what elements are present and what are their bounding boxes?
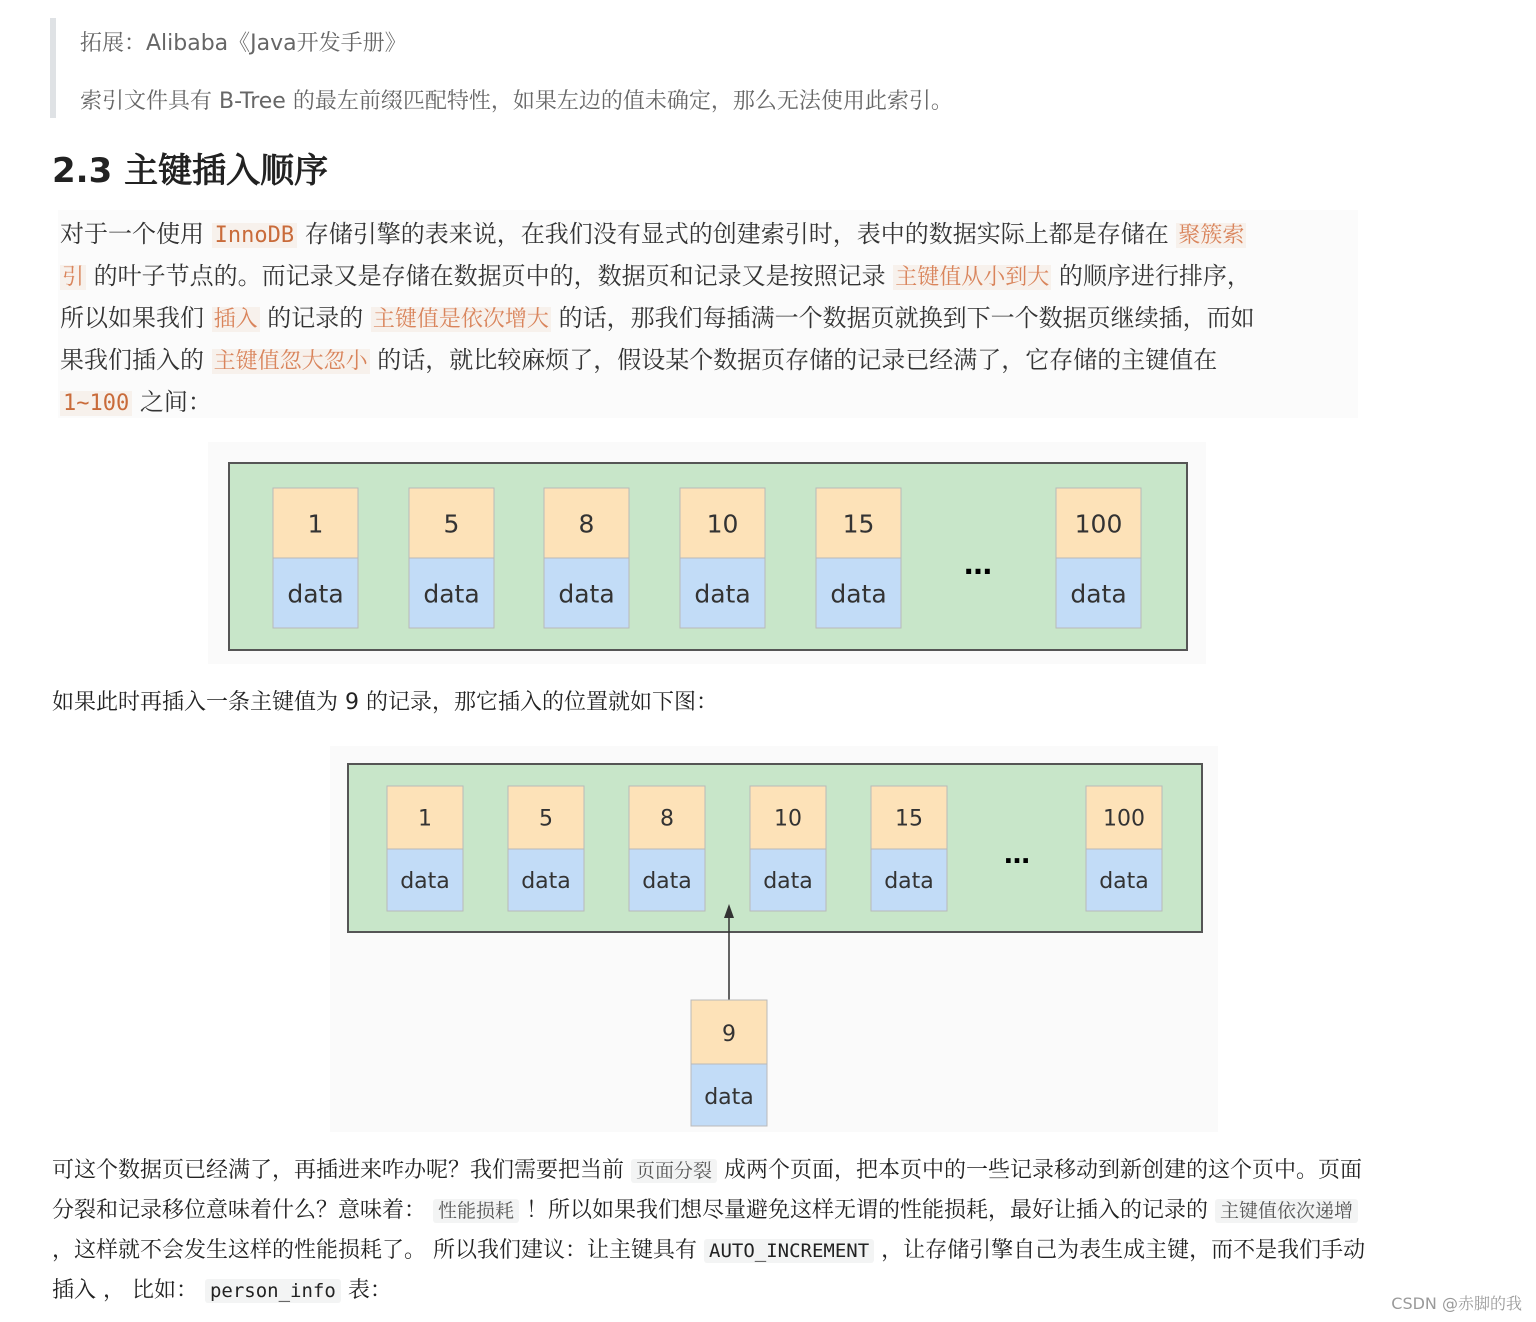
figure-1-svg xyxy=(208,442,1206,664)
figure-full-page xyxy=(208,442,1206,664)
intro-line-2: 引 的叶子节点的。而记录又是存储在数据页中的，数据页和记录又是按照记录 主键值从小到大 的顺序进行排序， xyxy=(62,262,1251,290)
inline-code: AUTO_INCREMENT xyxy=(704,1239,874,1263)
intro-line-4: 果我们插入的 主键值忽大忽小 的话，就比较麻烦了，假设某个数据页存储的记录已经满了，它存储的主键值在 xyxy=(60,346,1218,374)
outro-line-1: 可这个数据页已经满了，再插进来咋办呢？我们需要把当前 页面分裂 成两个页面，把本页中的一些记录移动到新创建的这个页中。页面 xyxy=(52,1158,1363,1183)
key-label: 1 xyxy=(418,806,432,832)
data-label: data xyxy=(423,579,480,609)
key-label: 8 xyxy=(660,806,674,832)
section-heading: 2.3 主键插入顺序 xyxy=(52,151,329,191)
key-label: 10 xyxy=(706,509,739,539)
data-label: data xyxy=(884,869,934,895)
data-label: data xyxy=(830,579,887,609)
quote-line-2: 索引文件具有 B-Tree 的最左前缀匹配特性，如果左边的值未确定，那么无法使用此索引。 xyxy=(80,89,953,114)
key-label: 1 xyxy=(307,509,324,539)
outro-line-2: 分裂和记录移位意味着什么？意味着： 性能损耗 ！所以如果我们想尽量避免这样无谓的性能损耗，最好让插入的记录的 主键值依次递增 xyxy=(52,1196,1358,1226)
data-label: data xyxy=(287,579,344,609)
middle-paragraph: 如果此时再插入一条主键值为 9 的记录，那它插入的位置就如下图： xyxy=(52,690,718,715)
data-label: data xyxy=(1070,579,1127,609)
data-label: data xyxy=(763,869,813,895)
key-label: 15 xyxy=(842,509,875,539)
key-label: 100 xyxy=(1103,806,1145,832)
key-label: 100 xyxy=(1074,509,1123,539)
intro-line-5: 1~100 之间： xyxy=(60,382,212,424)
data-label: data xyxy=(558,579,615,609)
data-label: data xyxy=(1099,869,1149,895)
figure-insert-9 xyxy=(330,746,1218,1132)
intro-line-1: 对于一个使用 InnoDB 存储引擎的表来说，在我们没有显式的创建索引时，表中的数据实际上都是存储在 聚簇索 xyxy=(60,220,1245,248)
outro-line-3: ，这样就不会发生这样的性能损耗了。 所以我们建议：让主键具有 AUTO_INCREMENT ，让存储引擎自己为表生成主键，而不是我们手动 xyxy=(52,1238,1366,1263)
key-label: 15 xyxy=(895,806,923,832)
outro-line-4: 插入 ， 比如： person_info 表： xyxy=(52,1278,392,1303)
intro-line-3: 所以如果我们 插入 的记录的 主键值是依次增大 的话，那我们每插满一个数据页就换到下一个数据页继续插，而如 xyxy=(60,304,1255,332)
key-label: 10 xyxy=(774,806,802,832)
inline-code: person_info xyxy=(205,1279,341,1303)
new-key-label: 9 xyxy=(722,1022,736,1047)
inline-code: 页面分裂 xyxy=(631,1159,717,1183)
ellipsis: … xyxy=(964,548,992,581)
data-label: data xyxy=(642,869,692,895)
blockquote xyxy=(50,18,1480,118)
key-label: 5 xyxy=(539,806,553,832)
data-label: data xyxy=(694,579,751,609)
intro-paragraph-image xyxy=(58,210,1358,418)
inline-code: 主键值依次递增 xyxy=(1215,1199,1358,1223)
key-label: 5 xyxy=(443,509,460,539)
inline-code: 性能损耗 xyxy=(433,1199,519,1223)
ellipsis: … xyxy=(1004,840,1030,870)
data-label: data xyxy=(400,869,450,895)
quote-line-1: 拓展：Alibaba《Java开发手册》 xyxy=(80,31,407,56)
data-label: data xyxy=(521,869,571,895)
watermark: CSDN @赤脚的我 xyxy=(1391,1294,1522,1313)
figure-2-svg xyxy=(330,746,1218,1132)
key-label: 8 xyxy=(578,509,595,539)
new-data-label: data xyxy=(704,1085,754,1110)
